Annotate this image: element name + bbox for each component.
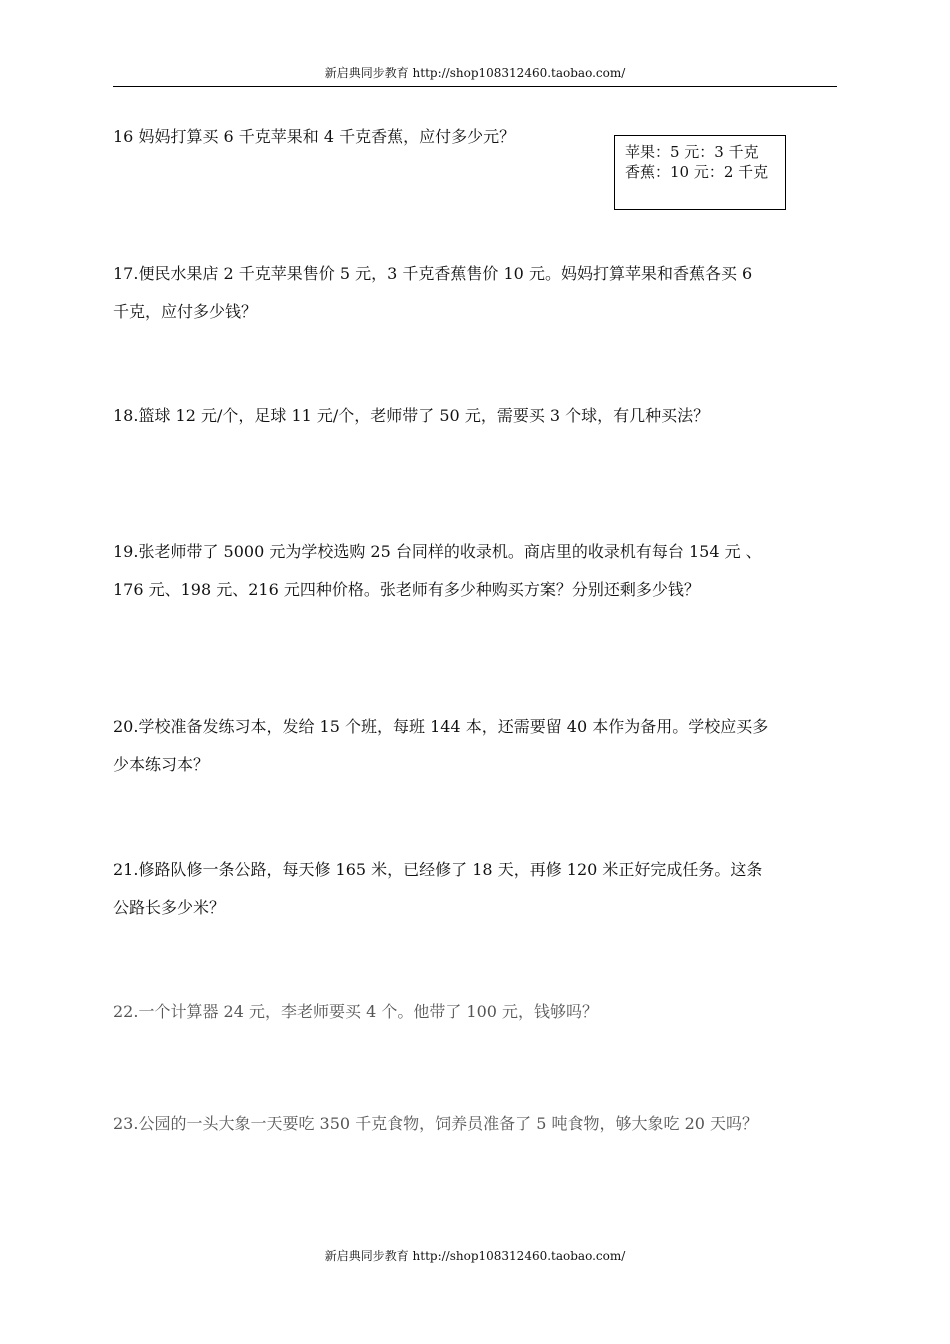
question-17-line-2: 千克，应付多少钱？	[113, 302, 258, 321]
question-20-line-2: 少本练习本？	[113, 755, 210, 774]
question-19-line-2: 176 元、198 元、216 元四种价格。张老师有多少种购买方案？分别还剩多少钱？	[113, 580, 700, 599]
price-box	[614, 135, 786, 210]
question-21	[113, 851, 853, 927]
price-box-banana: 香蕉：10 元：2 千克	[625, 163, 769, 181]
question-19-line-1: 19.张老师带了 5000 元为学校选购 25 台同样的收录机。商店里的收录机有每台 154 元 、	[113, 542, 762, 561]
question-23-line-1: 23.公园的一头大象一天要吃 350 千克食物，饲养员准备了 5 吨食物，够大象吃 20 天吗？	[113, 1114, 759, 1133]
question-21-line-1: 21.修路队修一条公路，每天修 165 米，已经修了 18 天，再修 120 米正好完成任务。这条	[113, 860, 763, 879]
question-20	[113, 708, 853, 784]
question-17	[113, 255, 853, 331]
question-21-line-2: 公路长多少米？	[113, 898, 226, 917]
price-box-apple: 苹果：5 元：3 千克	[625, 143, 759, 161]
page-footer: 新启典同步教育 http://shop108312460.taobao.com/	[324, 1249, 626, 1263]
question-22	[113, 993, 853, 1031]
question-19	[113, 533, 853, 609]
question-17-line-1: 17.便民水果店 2 千克苹果售价 5 元，3 千克香蕉售价 10 元。妈妈打算苹果和香蕉各买 6	[113, 264, 753, 283]
question-18-line-1: 18.篮球 12 元/个，足球 11 元/个，老师带了 50 元，需要买 3 个球，有几种买法？	[113, 406, 710, 425]
question-22-line-1: 22.一个计算器 24 元，李老师要买 4 个。他带了 100 元，钱够吗？	[113, 1002, 599, 1021]
question-20-line-1: 20.学校准备发练习本，发给 15 个班，每班 144 本，还需要留 40 本作为备用。学校应买多	[113, 717, 769, 736]
page-header: 新启典同步教育 http://shop108312460.taobao.com/	[113, 64, 837, 87]
question-23	[113, 1105, 853, 1143]
question-18	[113, 397, 853, 435]
question-16-line-1: 16 妈妈打算买 6 千克苹果和 4 千克香蕉，应付多少元？	[113, 127, 516, 146]
